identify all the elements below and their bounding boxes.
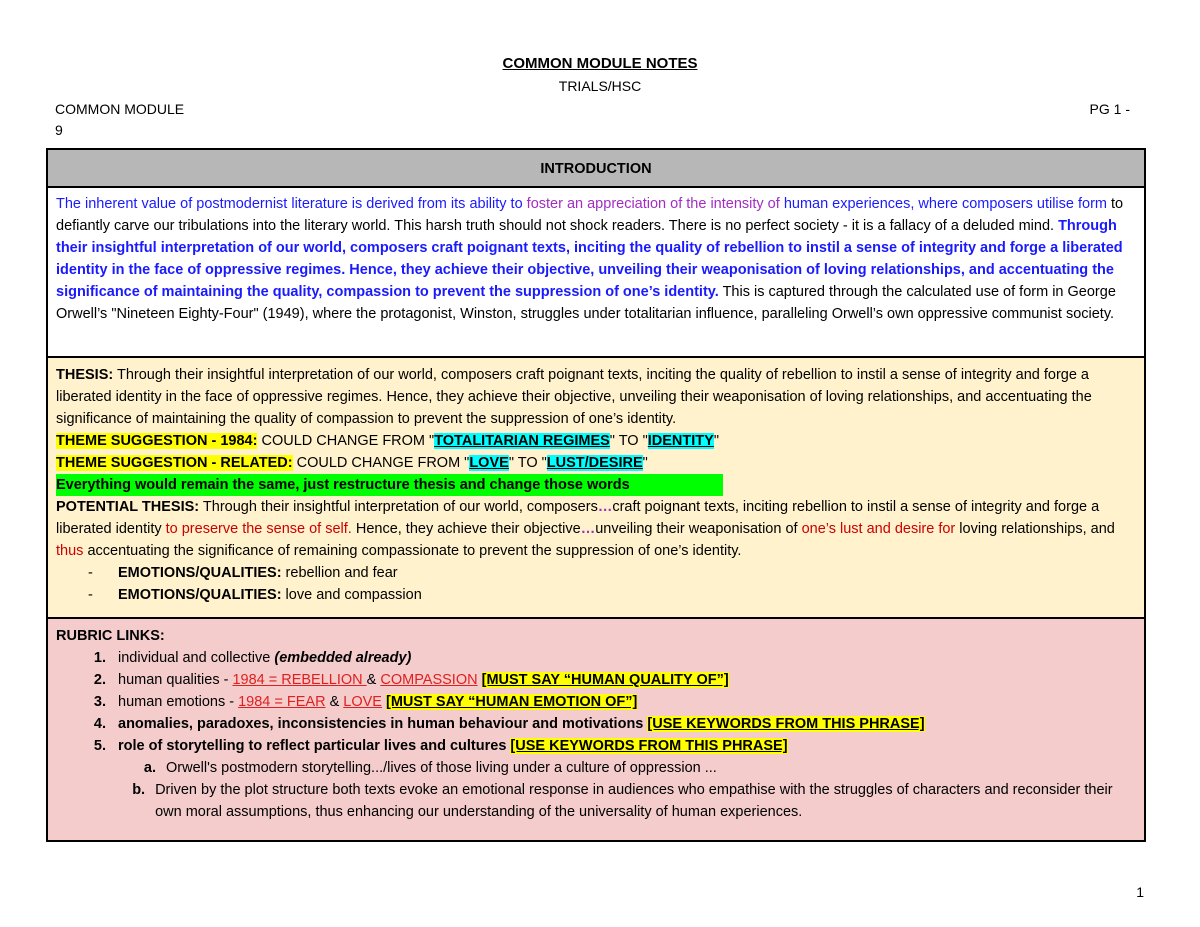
thesis-text: Through their insightful interpretation of our world, composers craft poignant texts, inciting the quality of rebellion to instil a sense of integrity and forge a liberated identity in the face of oppressive regimes. Hence, they achieve their objective, unveiling their weaponisation of loving relationships, and accentuating the significance of maintaining the quality of compassion to prevent the suppression of one’s identity. [56, 367, 1092, 427]
rubric-text [478, 672, 482, 688]
rubric-cell [48, 619, 1144, 840]
thesis-paragraph [56, 364, 1136, 430]
intro-text: This is captured through the calculated use of form in George Orwell’s "Nineteen Eighty-Four" (1949), where the protagonist, Winston, struggles under totalitarian influence, paralleling Orwell’s own oppressive communist society. [56, 284, 1116, 322]
rubric-tag: [USE KEYWORDS FROM THIS PHRASE] [647, 716, 925, 732]
list-number: 4. [93, 716, 106, 732]
theme-text: COULD CHANGE FROM " [292, 455, 470, 471]
intro-text: foster an appreciation of the intensity of [526, 196, 784, 212]
pt-text: accentuating the significance of remaining compassionate to prevent the suppression of one’s identity. [83, 543, 742, 559]
rubric-label: RUBRIC LINKS: [56, 628, 165, 644]
rubric-note: (embedded already) [274, 650, 412, 666]
ellipsis: … [597, 499, 613, 515]
sub-list-item [56, 779, 1136, 823]
theme-text: " TO " [508, 455, 547, 471]
theme-text: " [642, 455, 648, 471]
intro-text: human experiences, where composers utilise form [783, 196, 1107, 212]
theme-label: THEME SUGGESTION - RELATED: [56, 455, 293, 471]
pt-change: thus [56, 543, 84, 559]
rubric-text: anomalies, paradoxes, inconsistencies in human behaviour and motivations [118, 716, 644, 732]
theme-from: TOTALITARIAN REGIMES [434, 433, 610, 449]
thesis-label: THESIS: [56, 367, 114, 383]
list-item [56, 691, 1136, 713]
document-title: COMMON MODULE NOTES [502, 55, 698, 72]
theme-to: LUST/DESIRE [546, 455, 643, 471]
bullet-label: EMOTIONS/QUALITIES: [118, 565, 282, 581]
theme-text: " [713, 433, 719, 449]
theme-from: LOVE [469, 455, 509, 471]
document-subtitle: TRIALS/HSC [558, 78, 642, 94]
list-item [56, 713, 1136, 735]
header-page-label-cont: 9 [55, 122, 63, 138]
theme-suggestion-1984 [56, 430, 1136, 452]
list-number: 2. [93, 672, 106, 688]
rubric-link: COMPASSION [380, 672, 478, 688]
pt-text: Through their insightful interpretation of our world, composers [199, 499, 598, 515]
ellipsis: … [580, 521, 596, 537]
introduction-cell [48, 188, 1144, 358]
theme-to: IDENTITY [647, 433, 714, 449]
notes-table [46, 148, 1146, 842]
rubric-tag: [USE KEYWORDS FROM THIS PHRASE] [510, 738, 788, 754]
rubric-link: 1984 = REBELLION [232, 672, 367, 688]
sub-list-text: Orwell's postmodern storytelling.../lives of those living under a culture of oppression ... [166, 760, 717, 776]
list-item [56, 735, 1136, 757]
potential-thesis-label: POTENTIAL THESIS: [56, 499, 200, 515]
header-page-label: PG 1 - [1089, 101, 1130, 117]
sub-list-text: Driven by the plot structure both texts evoke an emotional response in audiences who empathise with the struggles of characters and reconsider their own moral assumptions, thus enhancing our understanding of the universality of human experiences. [155, 782, 1113, 820]
bullet-text: love and compassion [281, 587, 422, 603]
green-note: Everything would remain the same, just restructure thesis and change those words [56, 474, 723, 496]
thesis-cell [48, 358, 1144, 619]
list-item [56, 584, 1136, 606]
pt-text: loving relationships, and [955, 521, 1115, 537]
list-number: 3. [93, 694, 106, 710]
pt-text: unveiling their weaponisation of [595, 521, 802, 537]
potential-thesis [56, 496, 1136, 562]
bullet-marker: - [88, 587, 93, 603]
page-number: 1 [1136, 884, 1144, 900]
rubric-text: & [325, 694, 344, 710]
pt-change: to preserve the sense of self. [165, 521, 352, 537]
theme-label: THEME SUGGESTION - 1984: [56, 433, 258, 449]
intro-text: The inherent value of postmodernist literature is derived from its ability to [56, 196, 527, 212]
header-left: COMMON MODULE [55, 101, 185, 117]
theme-text: " TO " [609, 433, 648, 449]
rubric-text: & [366, 672, 381, 688]
bullet-marker: - [88, 565, 93, 581]
list-number: 1. [93, 650, 106, 666]
list-item [56, 562, 1136, 584]
bullet-label: EMOTIONS/QUALITIES: [118, 587, 282, 603]
introduction-heading: INTRODUCTION [48, 150, 1144, 188]
theme-suggestion-related [56, 452, 1136, 474]
rubric-text: human qualities - [118, 672, 233, 688]
list-item [56, 647, 1136, 669]
sub-list-marker: a. [143, 760, 156, 776]
list-item [56, 669, 1136, 691]
rubric-link: 1984 = FEAR [238, 694, 326, 710]
rubric-tag: [MUST SAY “HUMAN EMOTION OF”] [386, 694, 638, 710]
bullet-text: rebellion and fear [281, 565, 398, 581]
rubric-text: human emotions - [118, 694, 239, 710]
list-number: 5. [93, 738, 106, 754]
intro-text: to defiantly carve our tribulations into the literary world. This harsh truth should not shock readers. There is no perfect society - it is a fallacy of a deluded mind. [56, 196, 1124, 234]
theme-text: COULD CHANGE FROM " [257, 433, 435, 449]
intro-thesis: Through their insightful interpretation of our world, composers craft poignant texts, inciting the quality of rebellion to instil a sense of integrity and forge a liberated identity in the face of oppressive regimes. Hence, they achieve their objective, unveiling their weaponisation of loving relationships, and accentuating the significance of maintaining the quality, compassion to prevent the suppression of one’s identity. [56, 218, 1123, 300]
rubric-text: individual and collective [118, 650, 275, 666]
pt-text: Hence, they achieve their objective [351, 521, 581, 537]
sub-list-marker: b. [132, 782, 146, 798]
rubric-tag: [MUST SAY “HUMAN QUALITY OF”] [481, 672, 729, 688]
rubric-text: role of storytelling to reflect particular lives and cultures [118, 738, 507, 754]
pt-text: craft poignant texts, inciting rebellion to instil a sense of integrity and forge a liberated identity [56, 499, 1100, 537]
pt-change: one’s lust and desire for [801, 521, 956, 537]
rubric-link: LOVE [343, 694, 382, 710]
sub-list-item [56, 757, 1136, 779]
